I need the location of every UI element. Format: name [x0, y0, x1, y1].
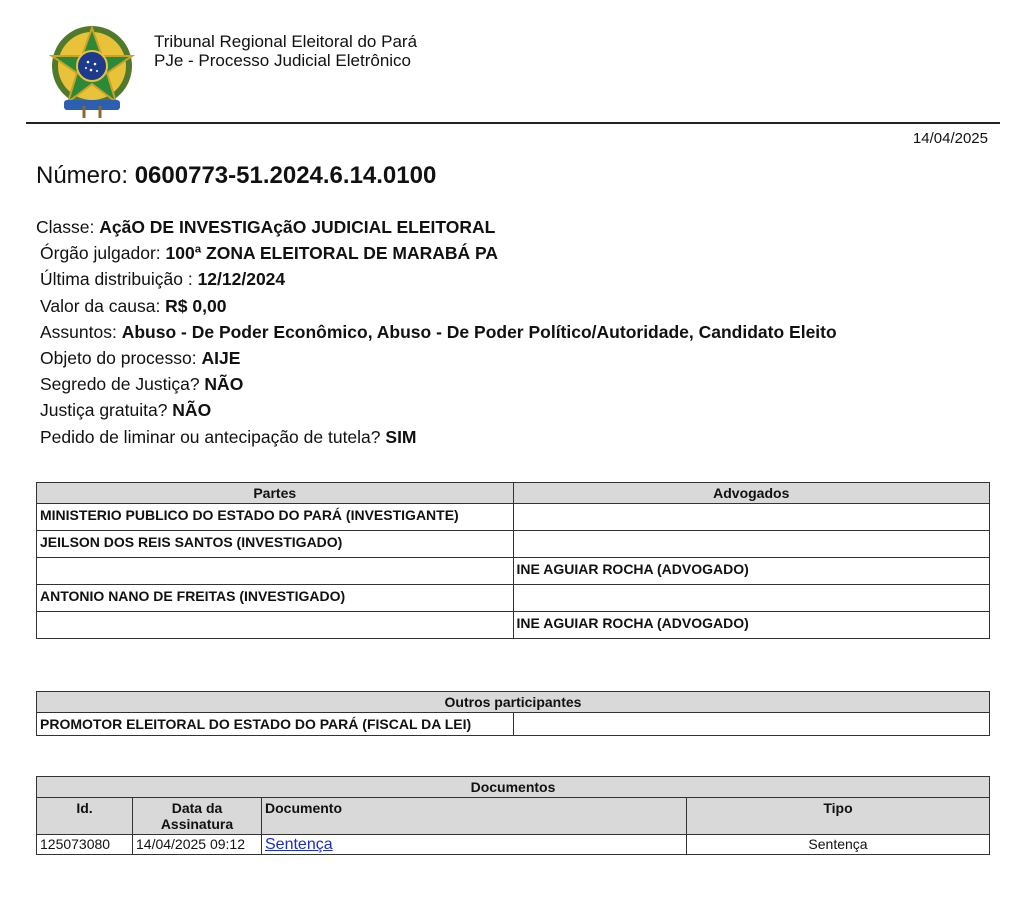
field-liminar — [36, 424, 837, 450]
col-data-assinatura: Data da Assinatura — [133, 798, 262, 835]
field-orgao — [36, 240, 837, 266]
parte-cell: JEILSON DOS REIS SANTOS (INVESTIGADO) — [37, 531, 514, 558]
advogado-cell: INE AGUIAR ROCHA (ADVOGADO) — [513, 612, 990, 639]
participante-cell: PROMOTOR ELEITORAL DO ESTADO DO PARÁ (FISCAL DA LEI) — [37, 713, 514, 736]
field-value: 100ª ZONA ELEITORAL DE MARABÁ PA — [165, 243, 499, 264]
table-header-row — [37, 777, 990, 798]
outros-participantes-table — [36, 691, 990, 736]
table-row — [37, 585, 990, 612]
doc-type-cell: Sentença — [687, 835, 990, 855]
table-row — [37, 612, 990, 639]
parte-cell: MINISTERIO PUBLICO DO ESTADO DO PARÁ (INVESTIGANTE) — [37, 504, 514, 531]
parte-cell: ANTONIO NANO DE FREITAS (INVESTIGADO) — [37, 585, 514, 612]
advogado-cell — [513, 531, 990, 558]
field-assuntos — [36, 319, 837, 345]
field-label: Objeto do processo: — [40, 347, 202, 368]
col-documento: Documento — [262, 798, 687, 835]
advogado-cell — [513, 504, 990, 531]
field-gratuita — [36, 397, 837, 423]
field-valor — [36, 293, 837, 319]
field-label: Assuntos: — [40, 321, 122, 342]
field-objeto — [36, 345, 837, 371]
brasao-republica-icon — [44, 20, 140, 120]
field-label: Pedido de liminar ou antecipação de tutela? — [40, 426, 386, 447]
document-link[interactable]: Sentença — [265, 836, 333, 853]
field-classe — [36, 214, 837, 240]
participante-extra-cell — [513, 713, 990, 736]
page-header — [0, 0, 1024, 124]
advogado-cell — [513, 585, 990, 612]
field-label: Classe: — [36, 217, 100, 237]
col-tipo: Tipo — [687, 798, 990, 835]
field-value: Abuso - De Poder Econômico, Abuso - De Poder Político/Autoridade, Candidato Eleito — [121, 321, 837, 342]
field-distribuicao — [36, 266, 837, 292]
process-number-value: 0600773-51.2024.6.14.0100 — [134, 162, 437, 189]
field-label: Valor da causa: — [40, 295, 166, 316]
process-fields — [36, 214, 837, 450]
advogado-cell: INE AGUIAR ROCHA (ADVOGADO) — [513, 558, 990, 585]
field-value: SIM — [385, 426, 417, 447]
doc-name-cell — [262, 835, 687, 855]
system-name: PJe - Processo Judicial Eletrônico — [154, 51, 412, 70]
field-value: NÃO — [204, 374, 244, 395]
field-label: Última distribuição : — [40, 269, 198, 290]
table-subheader-row — [37, 798, 990, 835]
col-advogados: Advogados — [513, 483, 990, 504]
header-divider — [26, 122, 1000, 124]
table-row — [37, 713, 990, 736]
field-value: NÃO — [172, 400, 212, 421]
parte-cell — [37, 558, 514, 585]
col-documentos: Documentos — [37, 777, 990, 798]
parte-cell — [37, 612, 514, 639]
table-row — [37, 835, 990, 855]
table-header-row — [37, 692, 990, 713]
field-value: AIJE — [201, 347, 241, 368]
col-partes: Partes — [37, 483, 514, 504]
table-row — [37, 558, 990, 585]
col-id: Id. — [37, 798, 133, 835]
partes-table — [36, 482, 990, 639]
process-number-label: Número: — [36, 162, 135, 189]
doc-id-cell: 125073080 — [37, 835, 133, 855]
field-label: Justiça gratuita? — [40, 400, 173, 421]
field-label: Órgão julgador: — [40, 243, 166, 264]
table-row — [37, 504, 990, 531]
field-segredo — [36, 371, 837, 397]
doc-date-cell: 14/04/2025 09:12 — [133, 835, 262, 855]
col-outros-participantes: Outros participantes — [37, 692, 990, 713]
documentos-table — [36, 776, 990, 855]
document-date: 14/04/2025 — [912, 130, 988, 147]
table-row — [37, 531, 990, 558]
field-value: R$ 0,00 — [165, 295, 227, 316]
process-number — [36, 162, 436, 190]
field-value: AçãO DE INVESTIGAçãO JUDICIAL ELEITORAL — [99, 217, 496, 237]
org-name: Tribunal Regional Eleitoral do Pará — [154, 32, 418, 51]
table-header-row — [37, 483, 990, 504]
field-value: 12/12/2024 — [197, 269, 286, 290]
field-label: Segredo de Justiça? — [40, 374, 205, 395]
